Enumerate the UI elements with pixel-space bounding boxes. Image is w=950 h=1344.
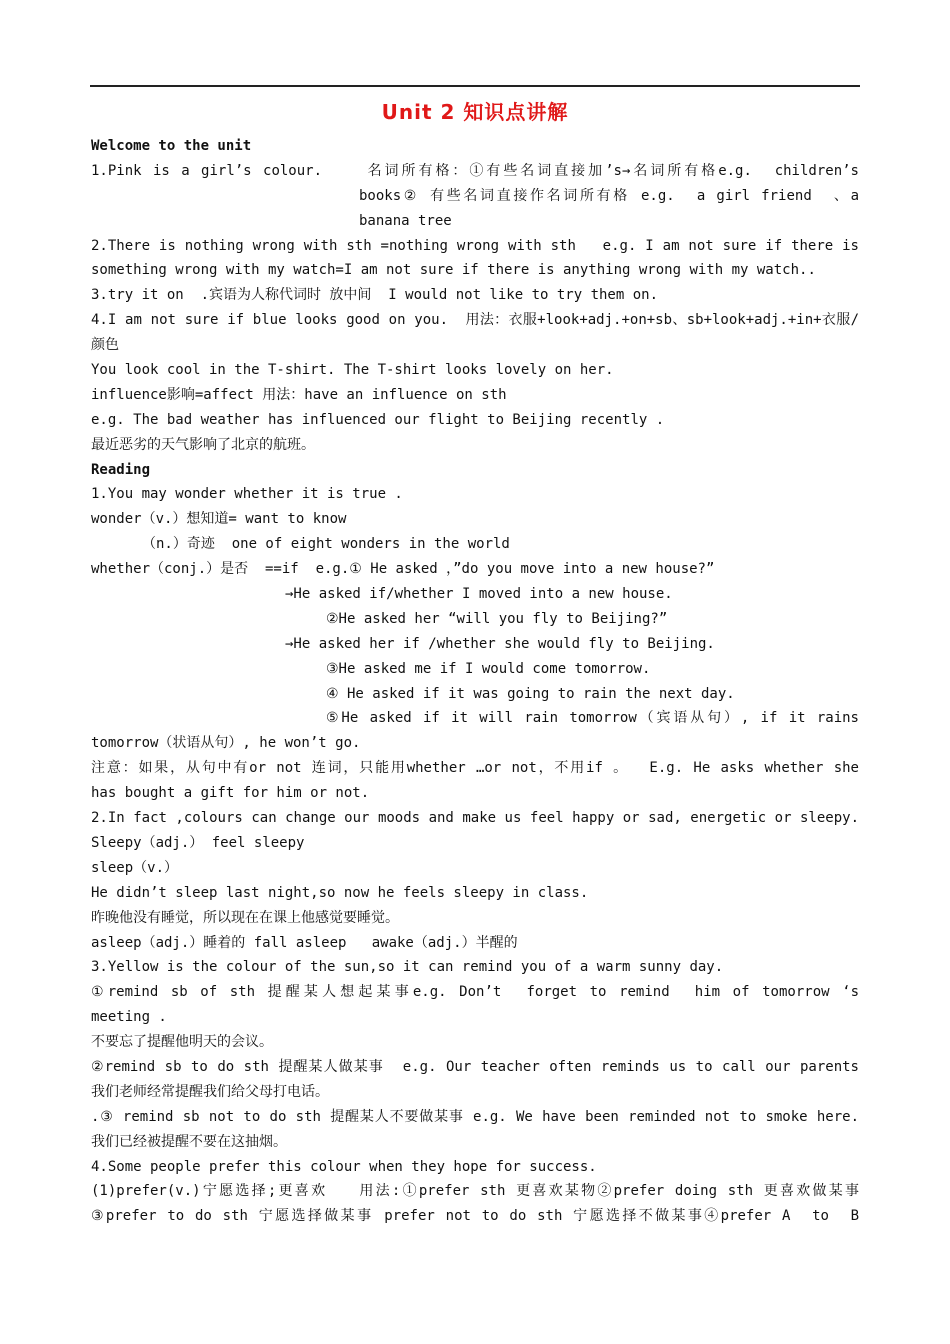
text-line: ②He asked her “will you fly to Beijing?” xyxy=(326,610,668,627)
text-line: 3.try it on .宾语为人称代词时 放中间 I would not like to try them on. xyxy=(91,287,659,304)
text-line: 颜色 xyxy=(91,337,119,354)
text-line: Reading xyxy=(91,461,151,478)
text-line: ②remind sb to do sth 提醒某人做某事 e.g. Our teacher often reminds us to call our parents xyxy=(91,1058,859,1075)
text-line: 3.Yellow is the colour of the sun,so it can remind you of a warm sunny day. xyxy=(91,959,724,976)
text-line: ⑤He asked if it will rain tomorrow（宾语从句）, if it rains xyxy=(326,710,859,727)
text-line: 1.Pink is a girl’s colour. 名词所有格：①有些名词直接加’s→名词所有格e.g. children’s xyxy=(91,162,859,179)
page-title: Unit 2 知识点讲解 xyxy=(381,100,569,124)
document-body xyxy=(91,134,859,1229)
text-line: e.g. The bad weather has influenced our flight to Beijing recently . xyxy=(91,411,665,428)
text-line: →He asked her if /whether she would fly to Beijing. xyxy=(285,635,715,652)
text-line: 最近恶劣的天气影响了北京的航班。 xyxy=(91,436,315,453)
text-line: meeting . xyxy=(91,1009,167,1026)
text-line: 我们已经被提醒不要在这抽烟。 xyxy=(91,1133,287,1150)
text-line: 不要忘了提醒他明天的会议。 xyxy=(91,1034,273,1051)
text-line: tomorrow（状语从句）, he won’t go. xyxy=(91,735,361,752)
text-line: ④ He asked if it was going to rain the next day. xyxy=(326,685,735,702)
text-line: .③ remind sb not to do sth 提醒某人不要做某事 e.g. We have been reminded not to smoke here. xyxy=(91,1108,859,1125)
text-line: asleep（adj.）睡着的 fall asleep awake（adj.）半醒的 xyxy=(91,934,518,951)
text-line: whether（conj.）是否 ==if e.g.① He asked ，”do you move into a new house?” xyxy=(91,561,715,578)
text-line: 4.I am not sure if blue looks good on you. 用法：衣服+look+adj.+on+sb、sb+look+adj.+in+衣服/ xyxy=(91,312,859,329)
text-line: wonder（v.）想知道= want to know xyxy=(91,511,347,528)
text-line: →He asked if/whether I moved into a new house. xyxy=(285,586,673,603)
text-line: 1.You may wonder whether it is true . xyxy=(91,486,403,503)
text-line: ③prefer to do sth 宁愿选择做某事 prefer not to do sth 宁愿选择不做某事④prefer A to B xyxy=(91,1208,859,1225)
text-line: sleep（v.） xyxy=(91,859,179,876)
text-line: books② 有些名词直接作名词所有格 e.g. a girl friend 、a xyxy=(359,187,859,204)
text-line: 昨晚他没有睡觉，所以现在在课上他感觉要睡觉。 xyxy=(91,909,399,926)
text-line: Sleepy（adj.） feel sleepy xyxy=(91,834,305,851)
header-rule xyxy=(90,85,860,87)
text-line: 2.There is nothing wrong with sth =nothing wrong with sth e.g. I am not sure if there is xyxy=(91,237,859,254)
text-line: 4.Some people prefer this colour when they hope for success. xyxy=(91,1158,597,1175)
text-line: banana tree xyxy=(359,212,452,229)
text-line: He didn’t sleep last night,so now he feels sleepy in class. xyxy=(91,884,589,901)
text-line: （n.）奇迹 one of eight wonders in the world xyxy=(142,536,510,553)
text-line: 2.In fact ,colours can change our moods and make us feel happy or sad, energetic or sleepy. xyxy=(91,810,859,827)
text-line: 我们老师经常提醒我们给父母打电话。 xyxy=(91,1083,329,1100)
text-line: 注意：如果，从句中有or not 连词，只能用whether …or not，不用if 。 E.g. He asks whether she xyxy=(91,760,859,777)
text-line: influence影响=affect 用法：have an influence on sth xyxy=(91,386,507,403)
text-line: (1)prefer(v.)宁愿选择;更喜欢 用法:①prefer sth 更喜欢某物②prefer doing sth 更喜欢做某事 xyxy=(91,1183,859,1200)
text-line: something wrong with my watch=I am not sure if there is anything wrong with my watch.. xyxy=(91,262,816,279)
text-line: Welcome to the unit xyxy=(91,138,252,154)
text-line: ③He asked me if I would come tomorrow. xyxy=(326,660,651,677)
text-line: You look cool in the T-shirt. The T-shirt looks lovely on her. xyxy=(91,362,614,379)
text-line: ①remind sb of sth 提醒某人想起某事e.g. Don’t forget to remind him of tomorrow ‘s xyxy=(91,984,859,1001)
text-line: has bought a gift for him or not. xyxy=(91,785,370,802)
